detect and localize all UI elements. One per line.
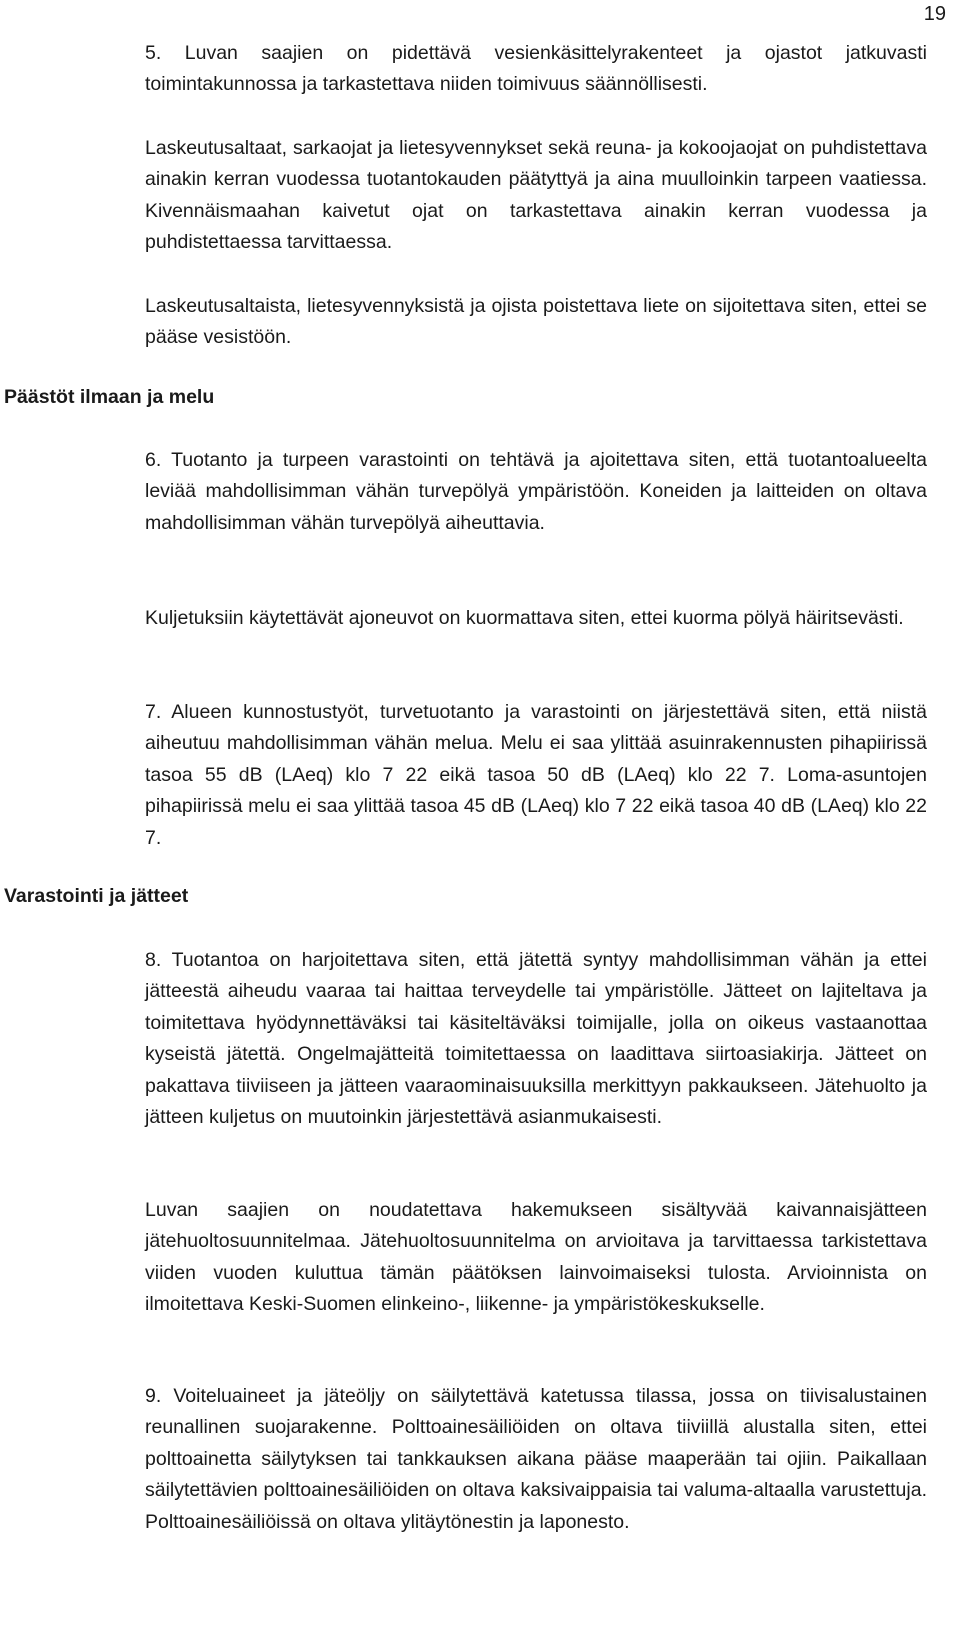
paragraph-sludge: Laskeutusaltaista, lietesyvennyksistä ja ojista poistettava liete on sijoitettava siten, ettei se pääse vesistöön. <box>145 295 927 349</box>
section-heading-storage-waste: Varastointi ja jätteet <box>4 885 189 907</box>
paragraph-9: 9. Voiteluaineet ja jäteöljy on säilytettävä katetussa tilassa, jossa on tiivisalustainen reunallinen suojarakenne. Polttoainesäiliöiden on oltava tiiviillä alustalla siten, ettei polttoainetta säilytyksen tai tankkauksen aikana pääse maaperään tai ojiin. Paikallaan säilytettävien polttoainesäiliöiden on oltava kaksivaippaisia tai valuma-altaalla varustettuja. Polttoainesäiliöissä on oltava ylitäytönestin ja laponesto. <box>145 1385 927 1533</box>
paragraph-ditches-cleaning: Laskeutusaltaat, sarkaojat ja lietesyvennykset sekä reuna- ja kokoojaojat on puhdistettava ainakin kerran vuodessa tuotantokauden päätyttyä ja aina muulloinkin tarpeen vaatiessa. Kivennäismaahan kaivetut ojat on tarkastettava ainakin kerran vuodessa ja puhdistettaessa tarvittaessa. <box>145 137 927 254</box>
paragraph-transport-loading: Kuljetuksiin käytettävät ajoneuvot on kuormattava siten, ettei kuorma pölyä häiritsevästi. <box>145 607 904 629</box>
page-number: 19 <box>923 3 946 25</box>
section-heading-emissions-noise: Päästöt ilmaan ja melu <box>4 386 215 408</box>
paragraph-8: 8. Tuotantoa on harjoitettava siten, että jätettä syntyy mahdollisimman vähän ja ettei jätteestä aiheudu vaaraa tai haittaa terveydelle tai ympäristölle. Jätteet on lajiteltava ja toimitettava hyödynnettäväksi tai käsiteltäväksi toimijalle, jolla on oikeus vastaanottaa kyseistä jätettä. Ongelmajätteitä toimitettaessa on laadittava siirtoasiakirja. Jätteet on pakattava tiiviiseen ja jätteen vaaraominaisuuksilla merkittyyn pakkaukseen. Jätehuolto ja jätteen kuljetus on muutoinkin järjestettävä asianmukaisesti. <box>145 949 927 1129</box>
paragraph-5: 5. Luvan saajien on pidettävä vesienkäsittelyrakenteet ja ojastot jatkuvasti toimintakunnossa ja tarkastettava niiden toimivuus säännöllisesti. <box>145 42 927 96</box>
paragraph-7: 7. Alueen kunnostustyöt, turvetuotanto ja varastointi on järjestettävä siten, että niistä aiheutuu mahdollisimman vähän melua. Melu ei saa ylittää asuinrakennusten pihapiirissä tasoa 55 dB (LAeq) klo 7 22 eikä tasoa 50 dB (LAeq) klo 22 7. Loma-asuntojen pihapiirissä melu ei saa ylittää tasoa 45 dB (LAeq) klo 7 22 eikä tasoa 40 dB (LAeq) klo 22 7. <box>145 701 927 849</box>
paragraph-waste-management-plan: Luvan saajien on noudatettava hakemukseen sisältyvää kaivannaisjätteen jätehuoltosuunnitelmaa. Jätehuoltosuunnitelma on arvioitava ja tarvittaessa tarkistettava viiden vuoden kuluttua tämän päätöksen lainvoimaiseksi tulosta. Arvioinnista on ilmoitettava Keski-Suomen elinkeino-, liikenne- ja ympäristökeskukselle. <box>145 1199 927 1316</box>
paragraph-6: 6. Tuotanto ja turpeen varastointi on tehtävä ja ajoitettava siten, että tuotantoalueelta leviää mahdollisimman vähän turvepölyä ympäristöön. Koneiden ja laitteiden on oltava mahdollisimman vähän turvepölyä aiheuttavia. <box>145 449 927 534</box>
